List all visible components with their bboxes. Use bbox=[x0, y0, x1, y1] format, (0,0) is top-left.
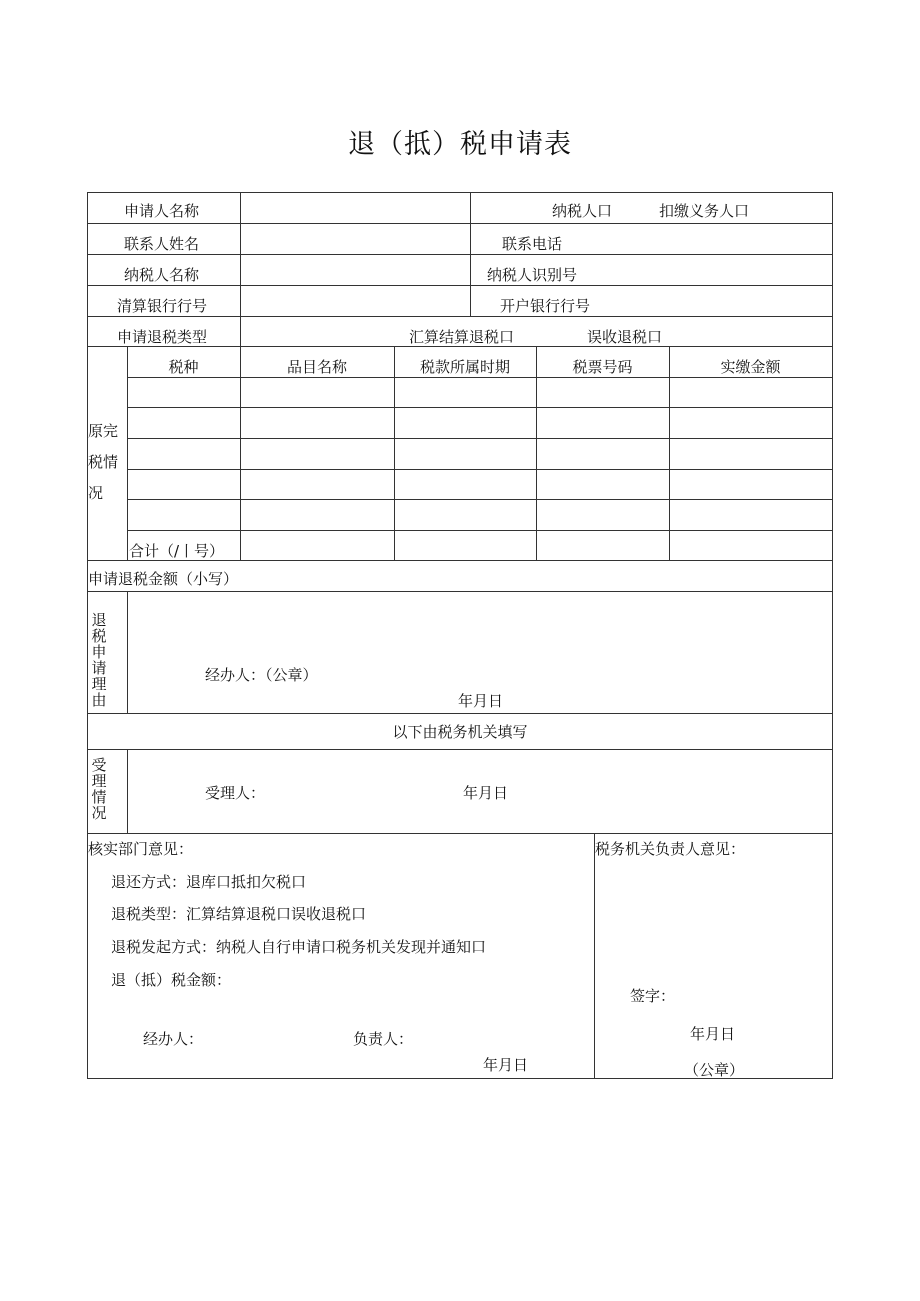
refund-type-label: 申请退税类型 bbox=[117, 328, 208, 346]
clearing-bank-label: 清算银行行号 bbox=[117, 297, 208, 315]
refund-amount-line: 退（抵）税金额： bbox=[111, 971, 232, 989]
refund-reason-label: 退税申请理由 bbox=[91, 611, 107, 709]
reason-date: 年月日 bbox=[458, 692, 504, 710]
verification-responsible-label: 负责人： bbox=[353, 1030, 414, 1048]
applicant-name-label: 申请人名称 bbox=[124, 202, 200, 220]
leader-date: 年月日 bbox=[690, 1025, 736, 1043]
reason-handler-seal: 经办人：（公章） bbox=[205, 666, 318, 684]
col-ticket-number: 税票号码 bbox=[572, 358, 633, 376]
initiation-method-line: 退税发起方式：纳税人自行申请口税务机关发现并通知口 bbox=[111, 938, 487, 956]
settlement-refund-option[interactable]: 汇算结算退税口 bbox=[409, 328, 515, 346]
withholding-agent-checkbox-label[interactable]: 扣缴义务人口 bbox=[659, 202, 750, 220]
refund-application-form bbox=[87, 192, 833, 1079]
acceptance-label: 受理情况 bbox=[91, 756, 107, 822]
form-title: 退（抵）税申请表 bbox=[348, 129, 572, 160]
contact-name-label: 联系人姓名 bbox=[124, 235, 200, 253]
col-tax-period: 税款所属时期 bbox=[419, 358, 510, 376]
verification-date: 年月日 bbox=[483, 1056, 529, 1074]
contact-phone-label: 联系电话 bbox=[502, 235, 563, 253]
verification-handler-label: 经办人： bbox=[143, 1030, 204, 1048]
acceptor-label: 受理人： bbox=[205, 784, 266, 802]
taxpayer-checkbox-label[interactable]: 纳税人口 bbox=[552, 202, 613, 220]
open-bank-label: 开户银行行号 bbox=[500, 297, 591, 315]
erroneous-refund-option[interactable]: 误收退税口 bbox=[587, 328, 663, 346]
total-label: 合计（/丨号） bbox=[129, 542, 225, 560]
col-paid-amount: 实缴金额 bbox=[720, 358, 781, 376]
taxpayer-id-label: 纳税人识别号 bbox=[487, 266, 578, 284]
original-tax-label: 原完税情况 bbox=[88, 422, 119, 502]
seal-label: （公章） bbox=[684, 1061, 745, 1079]
tax-authority-section-title: 以下由税务机关填写 bbox=[392, 723, 528, 741]
col-tax-type: 税种 bbox=[168, 358, 199, 376]
signature-label: 签字： bbox=[630, 987, 676, 1005]
refund-amount-label: 申请退税金额（小写） bbox=[88, 570, 239, 588]
leader-opinion-label: 税务机关负责人意见： bbox=[595, 840, 746, 858]
return-method-line: 退还方式：退库口抵扣欠税口 bbox=[111, 873, 307, 891]
verification-opinion-label: 核实部门意见： bbox=[88, 840, 194, 858]
taxpayer-name-label: 纳税人名称 bbox=[124, 266, 200, 284]
col-item-name: 品目名称 bbox=[286, 358, 347, 376]
refund-type-line: 退税类型：汇算结算退税口误收退税口 bbox=[111, 905, 367, 923]
acceptance-date: 年月日 bbox=[463, 784, 509, 802]
